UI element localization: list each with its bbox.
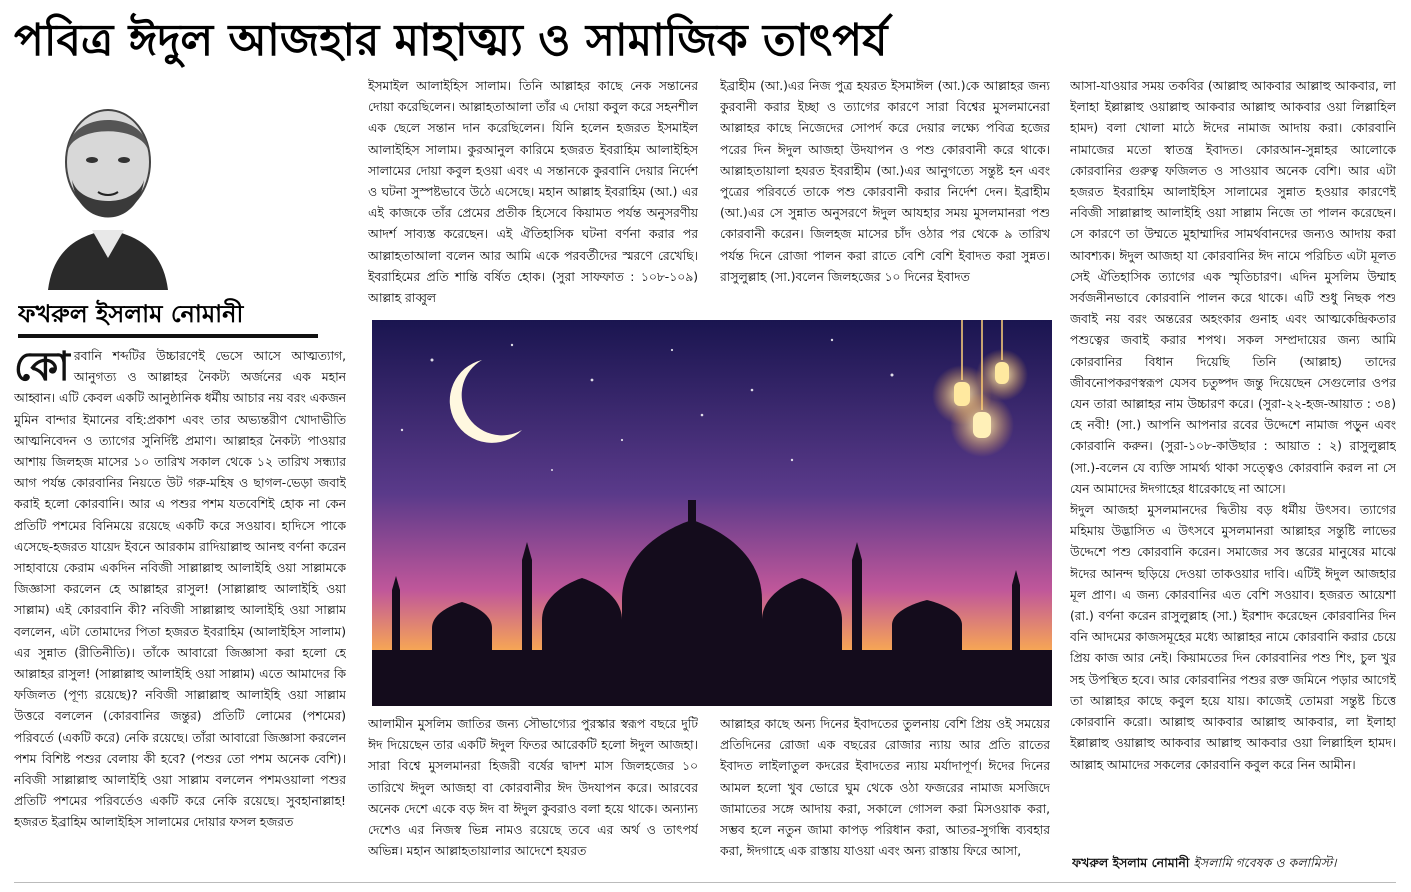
column-3-bottom-text: আল্লাহর কাছে অন্য দিনের ইবাদতের তুলনায় বেশি প্রিয় ওই সময়ের প্রতিদিনের রোজা এক বছরের রোজার ন্যায় আর প্রতি রাতের ইবাদত লাইলাতুল কদরের ইবাদতের ন্যায় মর্যাদাপূর্ণ। ঈদের দিনের আমল হলো খুব ভোরে ঘুম থেকে ওঠা ফজরের নামাজ মসজিদে জামাতের সঙ্গে আদায় করা, সকালে গোসল করা মিসওয়াক করা, সম্ভব হলে নতুন জামা কাপড় পরিধান করা, আতর-সুগন্ধি ব্যবহার করা, ঈদগাহে এক রাস্তায় যাওয়া এবং অন্য রাস্তায় ফিরে আসা,: [720, 717, 1050, 859]
column-3-top-text: ইব্রাহীম (আ.)এর নিজ পুত্র হযরত ইসমাঈল (আ.)কে আল্লাহর জন্য কুরবানী করার ইচ্ছা ও ত্যাগের কারণে সারা বিশ্বের মুসলমানেরা আল্লাহর কাছে নিজেদের সোপর্দ করে দেয়ার লক্ষ্যে পবিত্র হজের পরের দিন ঈদুল আজহা উদযাপন ও পশু কোরবানী করে থাকে। আল্লাহতায়ালা হযরত ইবরাহীম (আ.)এর আনুগত্যে সন্তুষ্ট হন এবং পুত্রের পরিবর্তে তাকে পশু কোরবানী করার নির্দেশ দেন। ইব্রাহীম (আ.)এর সে সুন্নাত অনুসরণে ঈদুল আযহার সময় মুসলমানরা পশু কোরবানী করেন। জিলহজ মাসের চাঁদ ওঠার পর থেকে ৯ তারিখ পর্যন্ত দিনে রোজা পালন করা রাতে বেশি বেশি ইবাদত করা সুন্নত। রাসুলুল্লাহ (সা.)বলেন জিলহজের ১০ দিনের ইবাদত: [720, 79, 1050, 284]
bottom-divider: [14, 882, 1396, 883]
author-signature: [1072, 852, 1402, 874]
eid-mosque-illustration: [372, 320, 1052, 706]
article-column-4: [1070, 76, 1396, 844]
column-4-paragraph-2: ঈদুল আজহা মুসলমানদের দ্বিতীয় বড় ধর্মীয় উৎসব। ত্যাগের মহিমায় উদ্ভাসিত এ উৎসবে মুসলমানরা আল্লাহর সন্তুষ্টি লাভের উদ্দেশে পশু কোরবানি করেন। সমাজের সব স্তরের মানুষের মাঝে ঈদের আনন্দ ছড়িয়ে দেওয়া তাকওয়ার দাবি। এটিই ঈদুল আজহার মূল প্রাণ। এ জন্য কোরবানির এত বেশি সওয়াব। হজরত আয়েশা (রা.) বর্ণনা করেন রাসুলুল্লাহ (সা.) ইরশাদ করেছেন কোরবানির দিন বনি আদমের কাজসমূহের মধ্যে আল্লাহর নামে কোরবানি করার চেয়ে প্রিয় কাজ আর নেই। কিয়ামতের দিন কোরবানির পশু শিং, চুল খুর সহ উপস্থিত হবে। আর কোরবানির পশুর রক্ত জমিনে পড়ার আগেই তা আল্লাহর কাছে কবুল হয়ে যায়। কাজেই তোমরা সন্তুষ্ট চিত্তে কোরবানি করো। আল্লাহু আকবার আল্লাহু আকবার, লা ইলাহা ইল্লাল্লাহু ওয়াল্লাহু আকবার আল্লাহু আকবার ওয়া লিল্লাহিল হামদ। আল্লাহ আমাদের সকলের কোরবানি কবুল করে নিন আমীন।: [1070, 503, 1396, 772]
author-portrait: [28, 80, 188, 290]
article-column-1: [14, 346, 346, 886]
article-column-3-bottom: [720, 714, 1050, 884]
article-column-2-top: [368, 76, 698, 320]
signature-title: ইসলামি গবেষক ও কলামিস্ট।: [1193, 855, 1337, 870]
column-4-paragraph-1: আসা-যাওয়ার সময় তকবির (আল্লাহু আকবার আল্লাহু আকবার, লা ইলাহা ইল্লাল্লাহু ওয়াল্লাহু আকবার আল্লাহু আকবার ওয়া লিল্লাহিল হামদ) বলা খোলা মাঠে ঈদের নামাজ আদায় করা। কোরবানি নামাজের মতো স্বাতন্ত্র ইবাদত। কোরআন-সুন্নাহর আলোকে কোরবানির গুরুত্ব ফজিলত ও সাওয়াব অনেক বেশি। আর এটা হজরত ইবরাহিম আলাইহিস সালামের সুন্নাত হওয়ার কারণেই নবিজী সাল্লাল্লাহু আলাইহি ওয়া সাল্লাম নিজে তা পালন করেছেন। সে কারণে তা উম্মতে মুহাম্মাদির সামর্থবানদের জন্যও আদায় করা আবশ্যক। ঈদুল আজহা যা কোরবানির ঈদ নামে পরিচিত এটা মূলত সেই ঐতিহাসিক ত্যাগের এক স্মৃতিচারণ। এদিন মুসলিম উম্মাহ সর্বজনীনভাবে কোরবানি পালন করে থাকে। এটি শুধু নিছক পশু জবাই নয় বরং অন্তরের অহংকার গুনাহ এবং আত্মকেন্দ্রিকতার পশুত্বের জবাই করার শপথ। সকল সম্প্রদায়ের জন্য আমি কোরবানির বিধান দিয়েছি তিনি (আল্লাহ) তাদের জীবনোপকরণস্বরূপ যেসব চতুষ্পদ জন্তু দিয়েছেন সেগুলোর ওপর যেন তারা আল্লাহর নাম উচ্চারণ করে। (সুরা-২২-হজ-আয়াত : ৩৪) হে নবী! (সা.) আপনি আপনার রবের উদ্দেশে নামাজ পড়ুন এবং কোরবানি করুন। (সুরা-১০৮-কাউছার : আয়াত : ২) রাসুলুল্লাহ (সা.)-বলেন যে ব্যক্তি সামর্থ্য থাকা সত্ত্বেও কোরবানি করল না সে যেন আমাদের ঈদগাহের ধারেকাছে না আসে।: [1070, 79, 1396, 496]
column-2-bottom-text: আলামীন মুসলিম জাতির জন্য সৌভাগ্যের পুরস্কার স্বরূপ বছরে দুটি ঈদ দিয়েছেন তার একটি ঈদুল ফিতর আরেকটি হলো ঈদুল আজহা। সারা বিশ্বে মুসলমানরা হিজরী বর্ষের দ্বাদশ মাস জিলহজের ১০ তারিখে ঈদুল আজহা বা কোরবানীর ঈদ উদযাপন করে। আরবের অনেক দেশে একে বড় ঈদ বা ঈদুল কুবরাও বলা হয়ে থাকে। অন্যান্য দেশেও এর নিজস্ব ভিন্ন নামও রয়েছে তবে এর অর্থ ও তাৎপর্য অভিন্ন। মহান আল্লাহতায়ালার আদেশে হযরত: [368, 717, 698, 859]
signature-name: ফখরুল ইসলাম নোমানী: [1072, 855, 1190, 870]
column-1-text: রবানি শব্দটির উচ্চারণেই ভেসে আসে আত্মত্যাগ, আনুগত্য ও আল্লাহর নৈকট্য অর্জনের এক মহান আহ্বান। এটি কেবল একটি আনুষ্ঠানিক ধর্মীয় আচার নয় বরং একজন মুমিন বান্দার ইমানের বহি:প্রকাশ এবং তার অভ্যন্তরীণ খোদাভীতি আত্মনিবেদন ও ত্যাগের সুনির্দিষ্ট প্রমাণ। আল্লাহর নৈকট্য পাওয়ার আশায় জিলহজ মাসের ১০ তারিখ সকাল থেকে ১২ তারিখ সন্ধ্যার আগ পর্যন্ত কোরবানির নিয়তে উট গরু-মহিষ ও ছাগল-ভেড়া জবাই করাই হলো কোরবানি। আর এ পশুর পশম যতবেশিই হোক না কেন প্রতিটি পশমের বিনিময়ে রয়েছে একটি করে সওয়াব। হাদিসে পাকে এসেছে-হজরত যায়েদ ইবনে আরকাম রাদিয়াল্লাহু আনহু বর্ণনা করেন সাহাবায়ে কেরাম একদিন নবিজী সাল্লাল্লাহু আলাইহি ওয়া সাল্লামকে জিজ্ঞাসা করলেন হে আল্লাহর রাসুল! (সাল্লাল্লাহু আলাইহি ওয়া সাল্লাম) এই কোরবানি কী? নবিজী সাল্লাল্লাহু আলাইহি ওয়া সাল্লাম বললেন, এটা তোমাদের পিতা হজরত ইবরাহিম (আলাইহিস সালাম) এর সুন্নাত (রীতিনীতি)। তাঁকে আবারো জিজ্ঞাসা করা হলো হে আল্লাহর রাসুল! (সাল্লাল্লাহু আলাইহি ওয়া সাল্লাম) এতে আমাদের কি ফজিলত (পূণ্য রয়েছে)? নবিজী সাল্লাল্লাহু আলাইহি ওয়া সাল্লাম উত্তরে বললেন (কোরবানির জন্তুর) প্রতিটি লোমের (পশমের) পরিবর্তে (একটি করে) নেকি রয়েছে। তাঁরা আবারো জিজ্ঞাসা করলেন পশম বিশিষ্ট পশুর বেলায় কী হবে? (পশুর তো পশম অনেক বেশি)। নবিজী সাল্লাল্লাহু আলাইহি ওয়া সাল্লাম বললেন পশমওয়ালা পশুর প্রতিটি পশমের পরিবর্তেও একটি করে নেকি রয়েছে। সুবহানাল্লাহ! হজরত ইব্রাহিম আলাইহিস সালামের দোয়ার ফসল হজরত: [14, 349, 346, 830]
article-column-2-bottom: [368, 714, 698, 884]
drop-cap: কো: [14, 346, 70, 390]
article-column-3-top: [720, 76, 1050, 320]
column-2-top-text: ইসমাইল আলাইহিস সালাম। তিনি আল্লাহর কাছে নেক সন্তানের দোয়া করেছিলেন। আল্লাহতাআলা তাঁর এ দোয়া কবুল করে সহনশীল এক ছেলে সন্তান দান করেছিলেন। যিনি হলেন হজরত ইসমাইল আলাইহিস সালাম। কুরআনুল কারিমে হজরত ইবরাহিম আলাইহিস সালামের দোয়া কবুল হওয়া এবং এ সন্তানকে কুরবানি দেয়ার নির্দেশ ও ঘটনা সুস্পষ্টভাবে উঠে এসেছে। মহান আল্লাহ ইবরাহিম (আ.) এর এই কাজকে তাঁর প্রেমের প্রতীক হিসেবে কিয়ামত পর্যন্ত অনুসরণীয় আদর্শ সাব্যস্ত করেছেন। এই ঐতিহাসিক ঘটনা বর্ণনা করার পর আল্লাহতাআলা বলেন আর আমি একে পরবর্তীদের স্মরণে রেখেছি। ইবরাহিমের প্রতি শান্তি বর্ষিত হোক। (সুরা সাফফাত : ১০৮-১০৯) আল্লাহ রাব্বুল: [368, 79, 698, 306]
page-headline: পবিত্র ঈদুল আজহার মাহাত্ম্য ও সামাজিক তাৎপর্য: [14, 15, 888, 66]
author-byline: ফখরুল ইসলাম নোমানী: [18, 294, 318, 338]
